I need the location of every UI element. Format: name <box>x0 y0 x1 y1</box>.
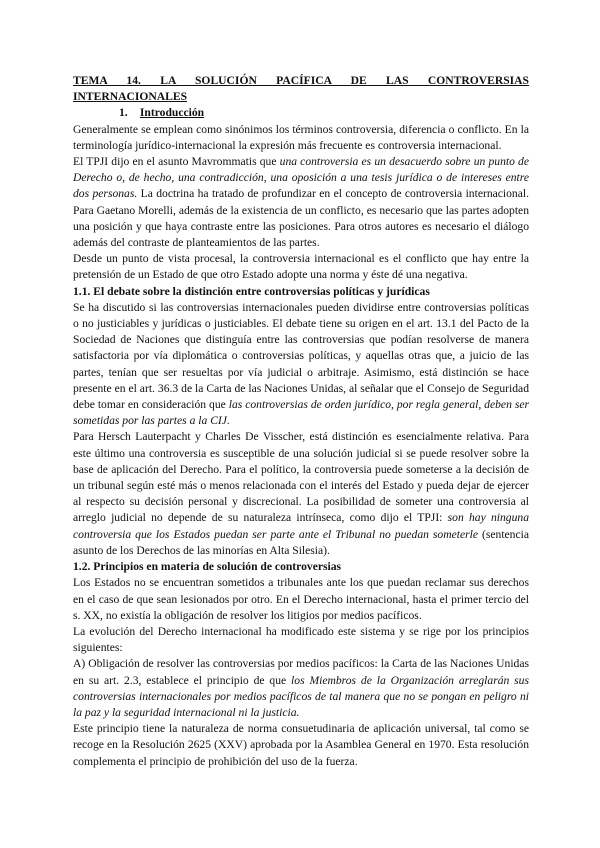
text-span: La doctrina ha tratado de profundizar en el concepto de controversia internacional. Para Gaetano Morelli, además de la existencia de un conflicto, es necesario que las partes adopten una posición y que haya contraste entre las posiciones. Para otros autores es necesario el diálogo además del contraste de planteamientos de las partes. <box>73 187 529 250</box>
paragraph-estados: Los Estados no se encuentran sometidos a tribunales ante los que puedan reclamar sus derechos en el caso de que sean lesionados por otro. En el Derecho internacional, hasta el primer tercio del s. XX, no existía la obligación de resolver los litigios por medios pacíficos. <box>73 576 529 622</box>
paragraph-evolucion: La evolución del Derecho internacional ha modificado este sistema y se rige por los principios siguientes: <box>73 624 529 655</box>
text-span: A) Obligación de resolver las controversias por medios pacíficos: la Carta de las Naciones Unidas en su art. 2.3, establece el principio de que <box>73 657 529 687</box>
paragraph-tpji <box>73 154 529 251</box>
text-span: Se ha discutido si las controversias internacionales pueden dividirse entre controversias políticas o no justiciables y jurídicas o justiciables. El debate tiene su origen en el art. 13.1 del Pacto de la Sociedad de Naciones que distinguía entre las controversias que podían resolverse de manera satisfactoria por vía diplomática o controversias políticas, y aquellas otras que, a juicio de las partes, tenían que ser resueltas por vía judicial o arbitraje. Asimismo, está distinción se hace presente en el art. 36.3 de la Carta de las Naciones Unidas, al señalar que el Consejo de Seguridad debe tomar en consideración que <box>73 300 529 412</box>
subsection-heading-1-1: 1.1. El debate sobre la distinción entre controversias políticas y jurídicas <box>73 284 430 298</box>
section-heading-introduccion <box>73 105 529 121</box>
section-number: 1. <box>119 106 128 120</box>
paragraph-norma-consuetudinaria: Este principio tiene la naturaleza de norma consuetudinaria de aplicación universal, tal como se recoge en la Resolución 2625 (XXV) aprobada por la Asamblea General en 1970. Esta resolución complementa el principio de prohibición del uso de la fuerza. <box>73 722 529 768</box>
text-span: El TPJI dijo en el asunto Mavrommatis que <box>73 155 280 169</box>
paragraph-sinonimos: Generalmente se emplean como sinónimos los términos controversia, diferencia o conflicto. En la terminología jurídico-internacional la expresión más frecuente es controversia internacional. <box>73 122 529 152</box>
paragraph-principio-a <box>73 656 529 721</box>
paragraph-debate <box>73 300 529 430</box>
document-title: TEMA 14. LA SOLUCIÓN PACÍFICA DE LAS CONTROVERSIAS INTERNACIONALES <box>73 74 529 104</box>
quote-carta-36-3: las controversias de orden jurídico, por regla general, deben ser sometidas por las partes a la CIJ. <box>73 398 529 428</box>
quote-carta-2-3: los Miembros de la Organización arreglarán sus controversias internacionales por medios pacíficos de tal manera que no se pongan en peligro ni la paz y la seguridad internacional ni la justicia. <box>73 673 529 719</box>
quote-mavrommatis: una controversia es un desacuerdo sobre un punto de Derecho o, de hecho, una contradicción, una oposición a una tesis jurídica o de intereses entre dos personas. <box>73 155 529 201</box>
quote-tpji-silesia: son hay ninguna controversia que los Estados puedan ser parte ante el Tribunal no puedan someterle <box>73 511 529 541</box>
paragraph-lauterpacht <box>73 429 529 559</box>
text-span: Para Hersch Lauterpacht y Charles De Visscher, está distinción es esencialmente relativa. Para este último una controversia es susceptible de una solución judicial si se puede resolver sobre la base de aplicación del Derecho. Para el político, la controversia puede someterse a la decisión de un tribunal según esté más o menos relacionada con el interés del Estado y pueda dejar de ejercer al respecto su decisión personal y discrecional. La posibilidad de someter una controversia al arreglo judicial no depende de su naturaleza intrínseca, como dijo el TPJI: <box>73 430 529 525</box>
document-body <box>73 73 529 770</box>
text-span: (sentencia asunto de los Derechos de las minorías en Alta Silesia). <box>73 527 529 557</box>
paragraph-procesal: Desde un punto de vista procesal, la controversia internacional es el conflicto que hay entre la pretensión de un Estado de que otro Estado adopte una norma y éste dé una negativa. <box>73 252 529 282</box>
section-label: Introducción <box>139 106 205 120</box>
subsection-heading-1-2: 1.2. Principios en materia de solución de controversias <box>73 560 342 574</box>
